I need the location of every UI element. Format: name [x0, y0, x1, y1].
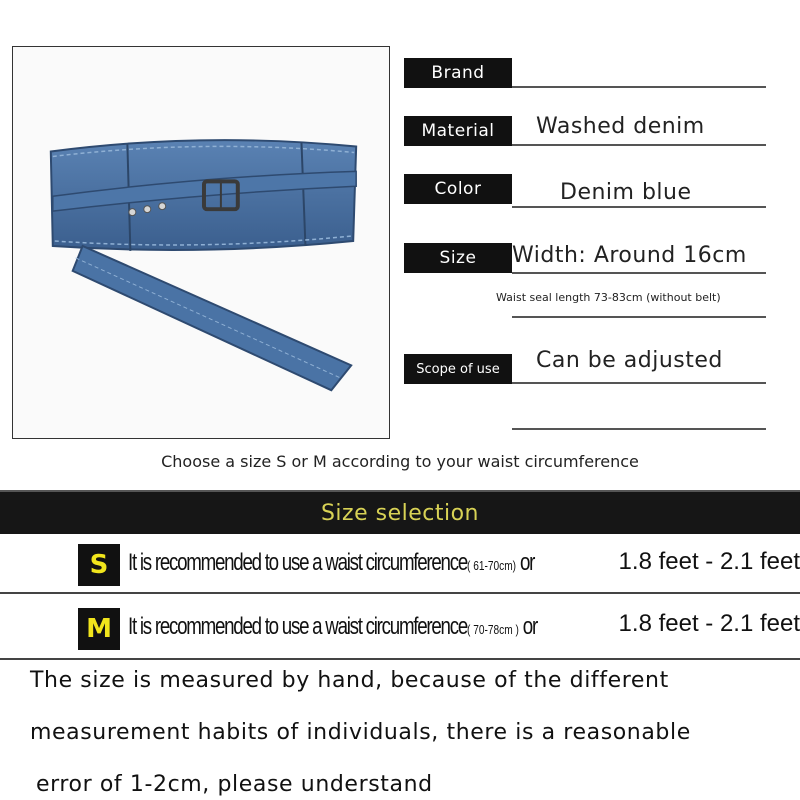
color-divider	[512, 206, 766, 208]
size-note-divider	[512, 316, 766, 318]
waist-range: ( 70-78cm )	[466, 622, 519, 637]
waist-range: ( 61-70cm)	[466, 558, 517, 573]
brand-label: Brand	[404, 58, 512, 88]
size-recommendation-m	[128, 613, 537, 641]
size-value: Width: Around 16cm	[512, 243, 747, 268]
feet-range-s: 1.8 feet - 2.1 feet	[618, 548, 800, 575]
color-value: Denim blue	[560, 180, 692, 205]
waist-seal-note: Waist seal length 73-83cm (without belt)	[496, 291, 721, 304]
recommendation-or: or	[522, 613, 537, 640]
material-value: Washed denim	[536, 114, 705, 139]
size-caption: Choose a size S or M according to your waist circumference	[161, 452, 639, 471]
product-photo	[12, 46, 390, 439]
color-label: Color	[404, 174, 512, 204]
size-badge-s: S	[78, 544, 120, 586]
size-badge-m: M	[78, 608, 120, 650]
size-row-s	[0, 536, 800, 594]
denim-belt-illustration	[13, 47, 389, 438]
recommendation-text: It is recommended to use a waist circumference	[128, 549, 467, 576]
size-divider	[512, 272, 766, 274]
size-selection-header	[0, 490, 800, 534]
recommendation-or: or	[519, 549, 535, 576]
size-row-m	[0, 598, 800, 660]
size-selection-title: Size selection	[320, 500, 480, 526]
note-line-3: error of 1-2cm, please understand	[36, 772, 433, 797]
recommendation-text: It is recommended to use a waist circumference	[128, 613, 467, 640]
scope-value: Can be adjusted	[536, 348, 723, 373]
note-line-1: The size is measured by hand, because of the different	[30, 668, 669, 693]
note-line-2: measurement habits of individuals, there is a reasonable	[30, 720, 691, 745]
size-recommendation-s	[128, 549, 534, 577]
scope-label: Scope of use	[404, 354, 512, 384]
feet-range-m: 1.8 feet - 2.1 feet	[618, 610, 800, 637]
size-label: Size	[404, 243, 512, 273]
brand-divider	[512, 86, 766, 88]
scope-divider	[512, 382, 766, 384]
scope-divider-bottom	[512, 428, 766, 430]
material-divider	[512, 144, 766, 146]
material-label: Material	[404, 116, 512, 146]
